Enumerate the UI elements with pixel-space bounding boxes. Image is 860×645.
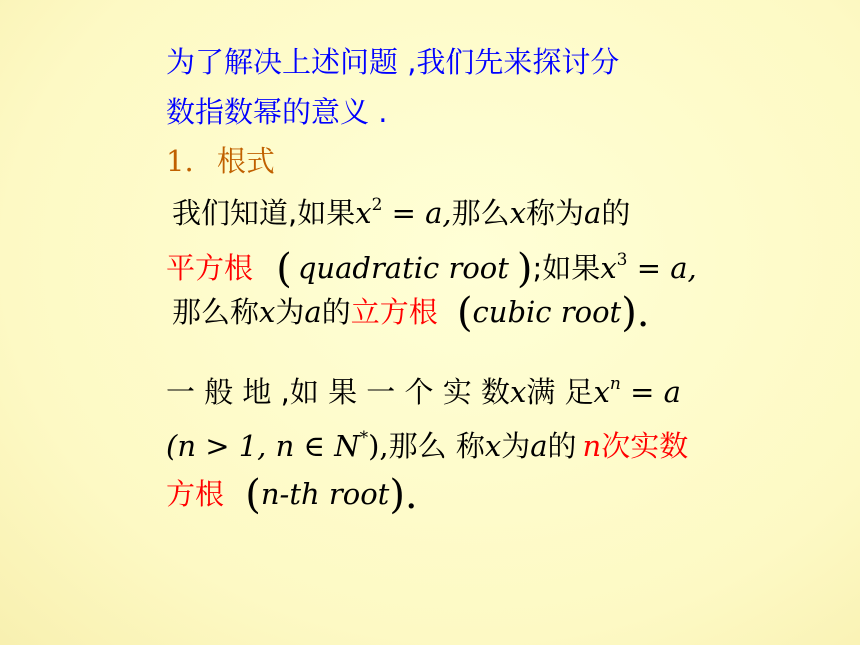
math-condition: (n > 1, n ∈ N (166, 429, 360, 463)
math-a: a (304, 295, 322, 329)
math-eq: = a (620, 375, 681, 409)
math-x: x (355, 196, 372, 230)
section-title: 根式 (216, 144, 275, 178)
text: 那么 (451, 196, 510, 230)
math-superscript: * (359, 428, 369, 448)
intro-line-2: 数指数幂的意义 . (166, 95, 388, 129)
math-eq: = a, (382, 196, 452, 230)
paren-open: ( (456, 290, 473, 336)
text: 那么称 (172, 295, 260, 329)
term-english: n-th root (260, 477, 390, 511)
math-eq: = a, (627, 251, 697, 285)
paren-close: ). (621, 290, 650, 336)
section-heading (166, 143, 275, 179)
para2-line-1 (166, 366, 681, 410)
paren-close: ), (368, 429, 389, 463)
text: 的 (601, 196, 631, 230)
math-n: n (582, 429, 602, 463)
math-x: x (484, 429, 502, 463)
math-exponent: n (609, 374, 621, 394)
text: 为 (275, 295, 305, 329)
para2-line-2 (166, 420, 688, 464)
text: 称为 (526, 196, 585, 230)
term-nth-root: 方根 (166, 477, 225, 511)
intro-line-1: 为了解决上述问题 ,我们先来探讨分 (166, 45, 620, 79)
text: 满 足 (526, 375, 594, 409)
text: 的 (321, 295, 351, 329)
para1-line-1 (172, 187, 630, 231)
math-a: a (584, 196, 602, 230)
text: 为 (501, 429, 531, 463)
paren-open: ( (276, 246, 292, 292)
text: 一 般 地 ,如 果 一 个 实 数 (166, 375, 510, 409)
term-nth-root-part: 次实数 (601, 429, 689, 463)
text: 的 (547, 429, 577, 463)
para1-line-2 (166, 242, 697, 292)
section-number: 1. (166, 144, 194, 178)
math-x: x (509, 196, 527, 230)
math-a: a (530, 429, 548, 463)
term-english: quadratic root (297, 251, 509, 285)
para2-line-3 (166, 472, 418, 518)
term-square-root: 平方根 (166, 251, 254, 285)
math-x: x (600, 251, 617, 285)
term-cube-root: 立方根 (350, 295, 438, 329)
term-english: cubic root (472, 295, 622, 329)
math-x: x (259, 295, 276, 329)
paren-close: ). (389, 472, 418, 518)
paren-open: ( (245, 472, 261, 518)
math-exponent: 2 (371, 195, 383, 215)
para1-line-3 (172, 290, 650, 336)
math-exponent: 3 (616, 250, 628, 270)
math-x: x (593, 375, 610, 409)
math-x: x (509, 375, 527, 409)
paren-close: ) (516, 246, 533, 292)
text: 那么 称 (388, 429, 485, 463)
text: ;如果 (532, 251, 601, 285)
text: 我们知道,如果 (172, 196, 356, 230)
